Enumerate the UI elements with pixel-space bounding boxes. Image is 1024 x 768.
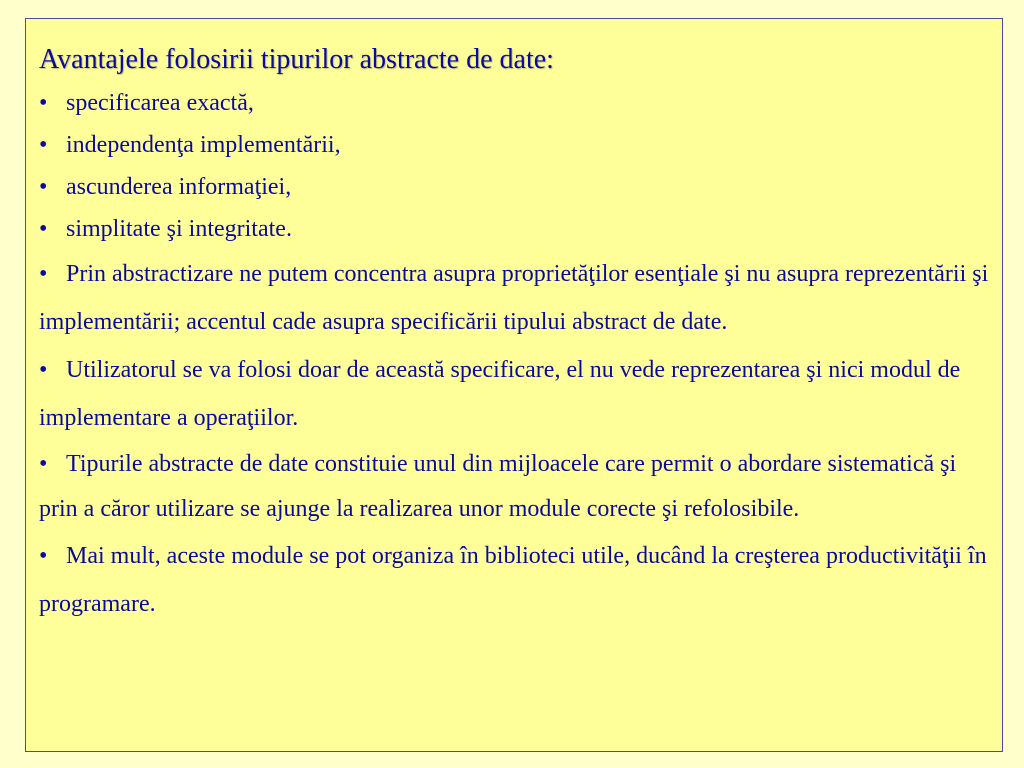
advantages-list: [39, 82, 999, 250]
bullet-icon: •: [39, 132, 48, 158]
bullet-icon: •: [39, 216, 48, 242]
bullet-icon: •: [39, 90, 48, 116]
paragraph-modules: [39, 442, 999, 532]
paragraph-text: Mai mult, aceste module se pot organiza în biblioteci utile, ducând la creşterea productivităţii în programare.: [39, 543, 987, 617]
list-item-text: independenţa implementării,: [66, 132, 341, 158]
slide-title: Avantajele folosirii tipurilor abstracte de date:: [39, 44, 554, 75]
list-item: [39, 208, 999, 250]
paragraph-libraries: [39, 532, 999, 628]
slide-content: [39, 38, 999, 628]
paragraph-text: Tipurile abstracte de date constituie unul din mijloacele care permit o abordare sistematică şi prin a căror utilizare se ajunge la realizarea unor module corecte şi refolosibile.: [39, 451, 957, 522]
list-item: [39, 166, 999, 208]
bullet-icon: •: [39, 357, 48, 383]
list-item: [39, 82, 999, 124]
list-item: [39, 124, 999, 166]
list-item-text: simplitate şi integritate.: [66, 216, 292, 242]
bullet-icon: •: [39, 261, 48, 287]
list-item-text: ascunderea informaţiei,: [66, 174, 292, 200]
bullet-icon: •: [39, 543, 48, 569]
paragraph-text: Utilizatorul se va folosi doar de această specificare, el nu vede reprezentarea şi nici modul de implementare a operaţiilor.: [39, 357, 961, 431]
list-item-text: specificarea exactă,: [66, 90, 254, 116]
bullet-icon: •: [39, 451, 48, 477]
paragraph-text: Prin abstractizare ne putem concentra asupra proprietăţilor esenţiale şi nu asupra reprezentării şi implementării; accentul cade asupra specificării tipului abstract de date.: [39, 261, 989, 335]
paragraph-user: [39, 346, 999, 442]
paragraph-abstraction: [39, 250, 999, 346]
bullet-icon: •: [39, 174, 48, 200]
